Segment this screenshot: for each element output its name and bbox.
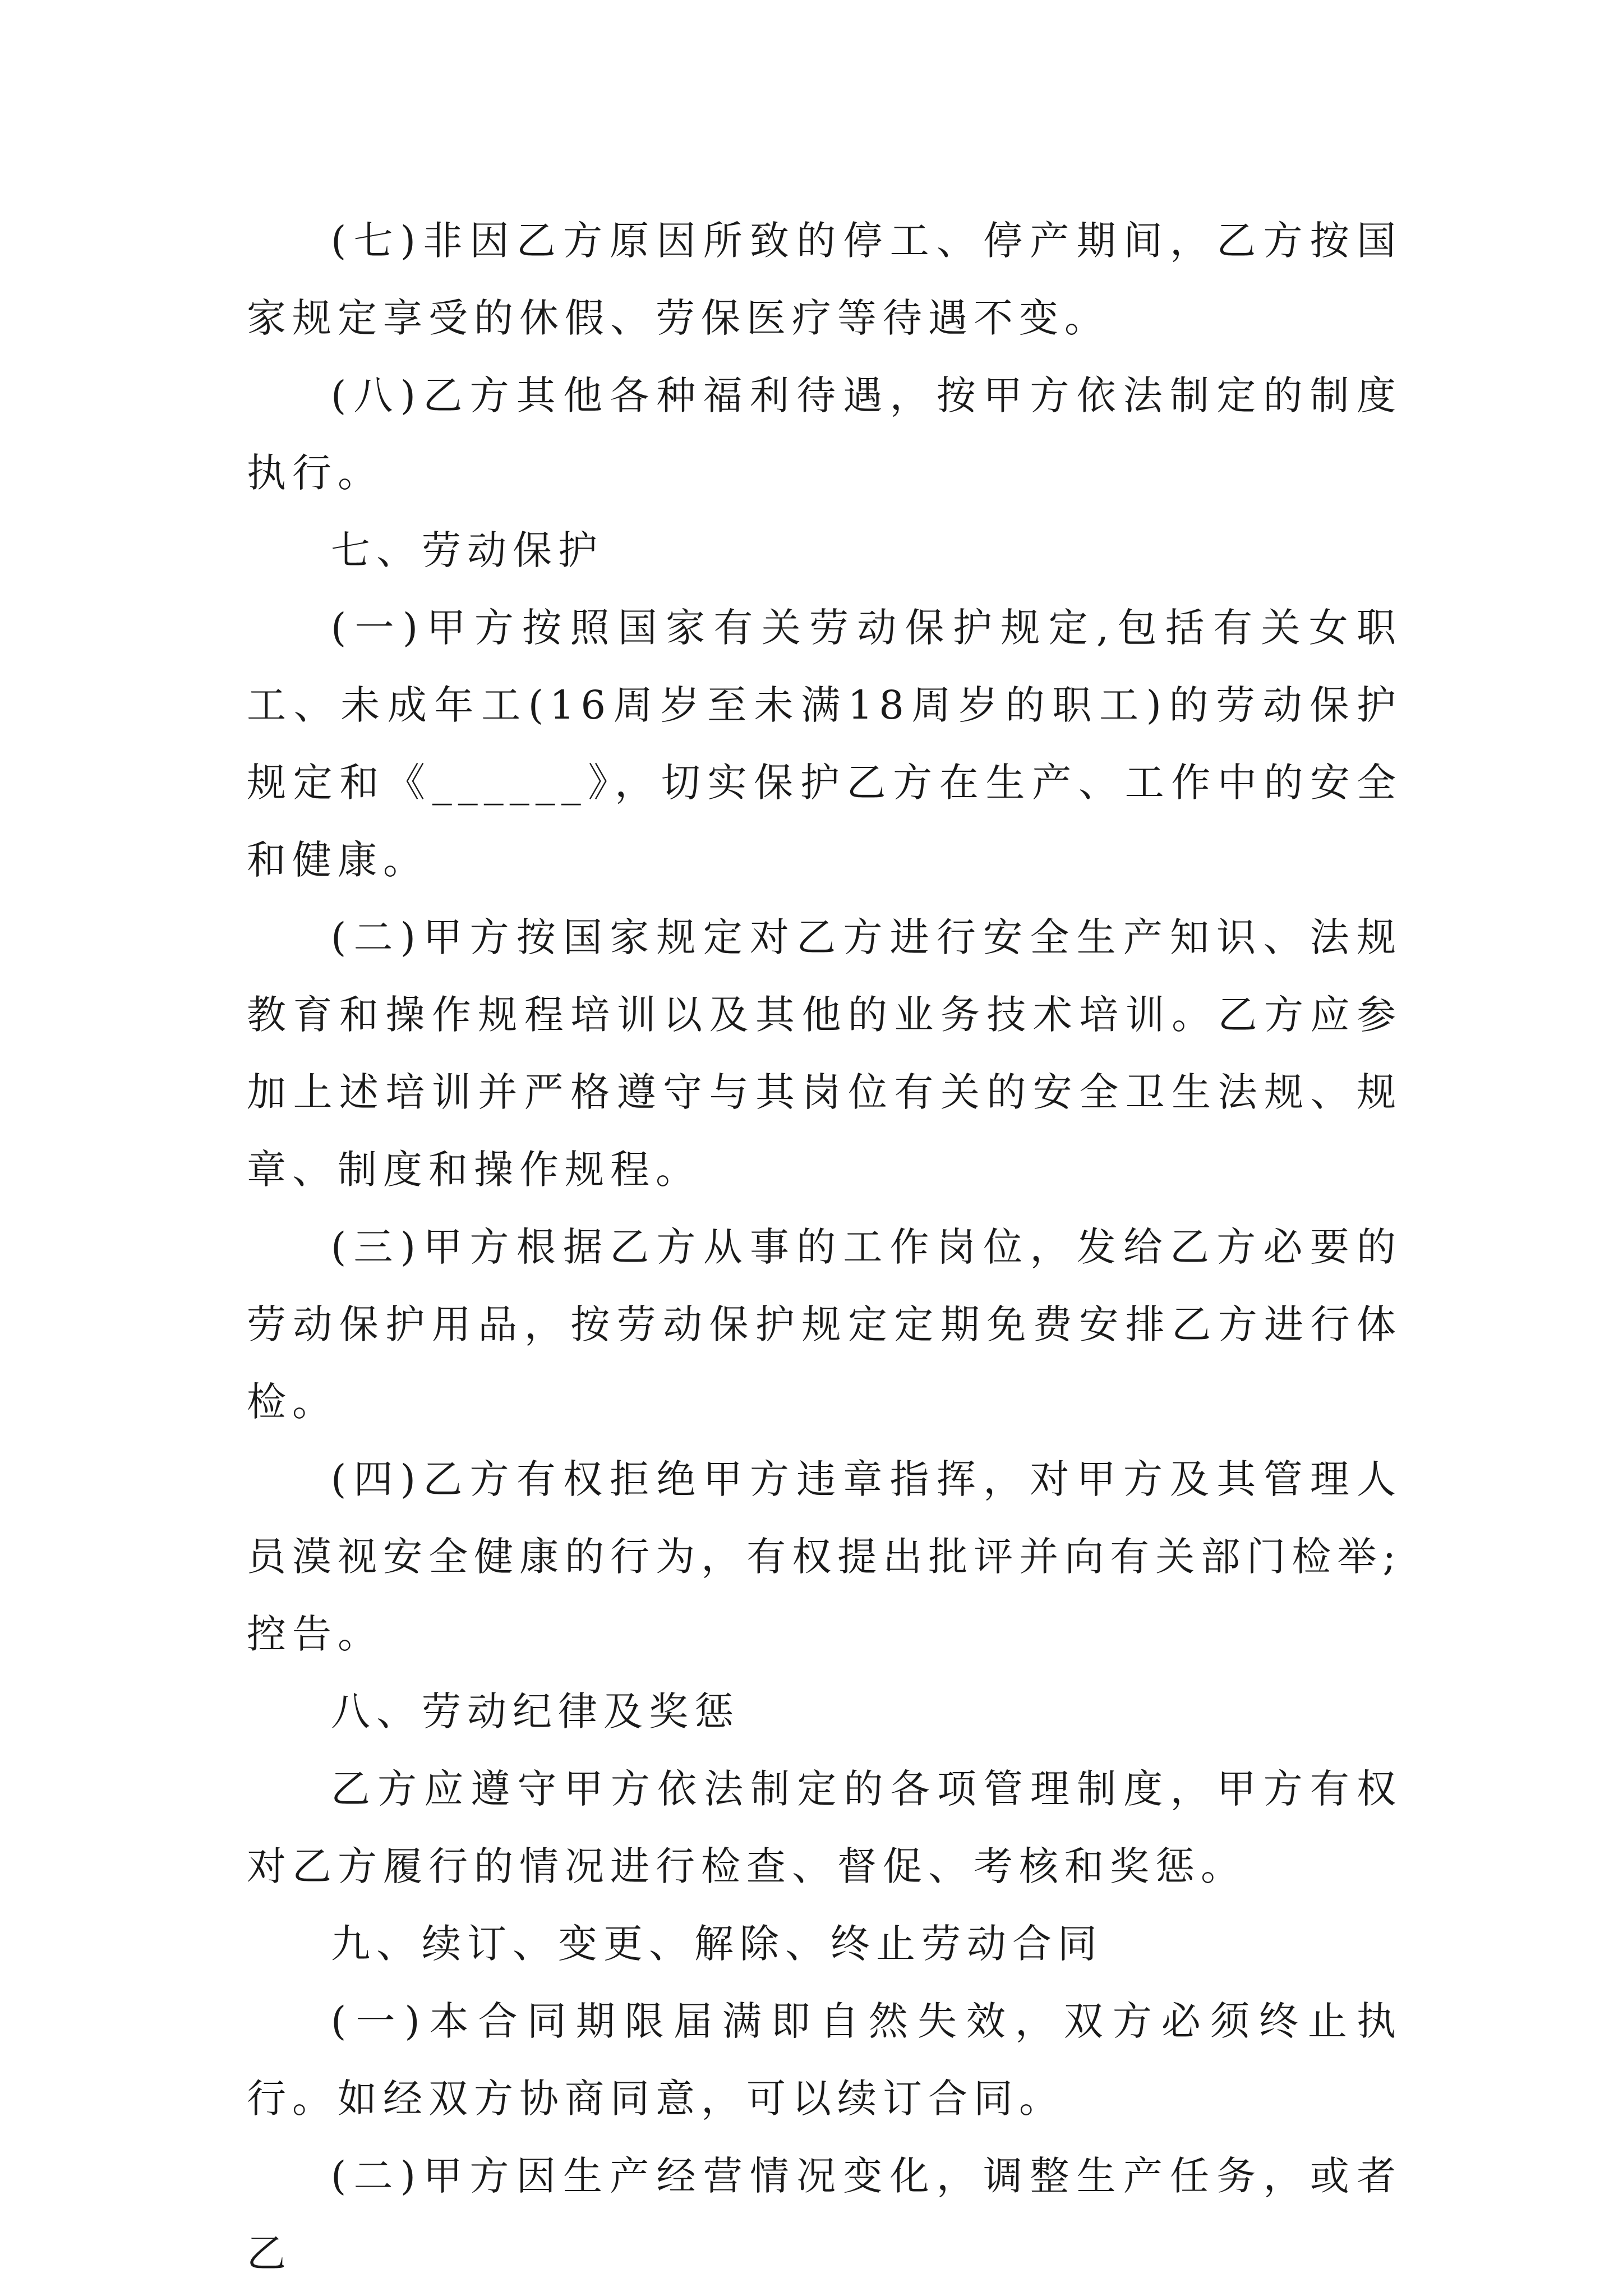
section-heading-labor-protection: 七、劳动保护 — [331, 527, 603, 573]
section-heading-discipline: 八、劳动纪律及奖惩 — [331, 1688, 740, 1734]
paragraph-protection-4: (四)乙方有权拒绝甲方违章指挥，对甲方及其管理人员漠视安全健康的行为，有权提出批评并向有关部门检举;控告。 — [247, 1456, 1402, 1657]
paragraph-contract-1: (一)本合同期限届满即自然失效，双方必须终止执行。如经双方协商同意，可以续订合同。 — [247, 1998, 1402, 2122]
paragraph-protection-2: (二)甲方按国家规定对乙方进行安全生产知识、法规教育和操作规程培训以及其他的业务技术培训。乙方应参加上述培训并严格遵守与其岗位有关的安全卫生法规、规章、制度和操作规程。 — [247, 914, 1402, 1193]
paragraph-contract-2: (二)甲方因生产经营情况变化，调整生产任务，或者乙 — [247, 2153, 1402, 2276]
paragraph-8-welfare: (八)乙方其他各种福利待遇，按甲方依法制定的制度执行。 — [247, 372, 1402, 496]
paragraph-protection-1: (一)甲方按照国家有关劳动保护规定,包括有关女职工、未成年工(16周岁至未满18周岁的职工)的劳动保护规定和《______》，切实保护乙方在生产、工作中的安全和健康。 — [247, 605, 1402, 883]
paragraph-protection-3: (三)甲方根据乙方从事的工作岗位，发给乙方必要的劳动保护用品，按劳动保护规定定期免费安排乙方进行体检。 — [247, 1224, 1402, 1425]
paragraph-7-suspension: (七)非因乙方原因所致的停工、停产期间，乙方按国家规定享受的休假、劳保医疗等待遇不变。 — [247, 218, 1402, 341]
section-heading-contract-changes: 九、续订、变更、解除、终止劳动合同 — [331, 1921, 1103, 1967]
document-body — [247, 202, 1402, 2292]
paragraph-discipline: 乙方应遵守甲方依法制定的各项管理制度，甲方有权对乙方履行的情况进行检查、督促、考核和奖惩。 — [247, 1766, 1402, 1889]
